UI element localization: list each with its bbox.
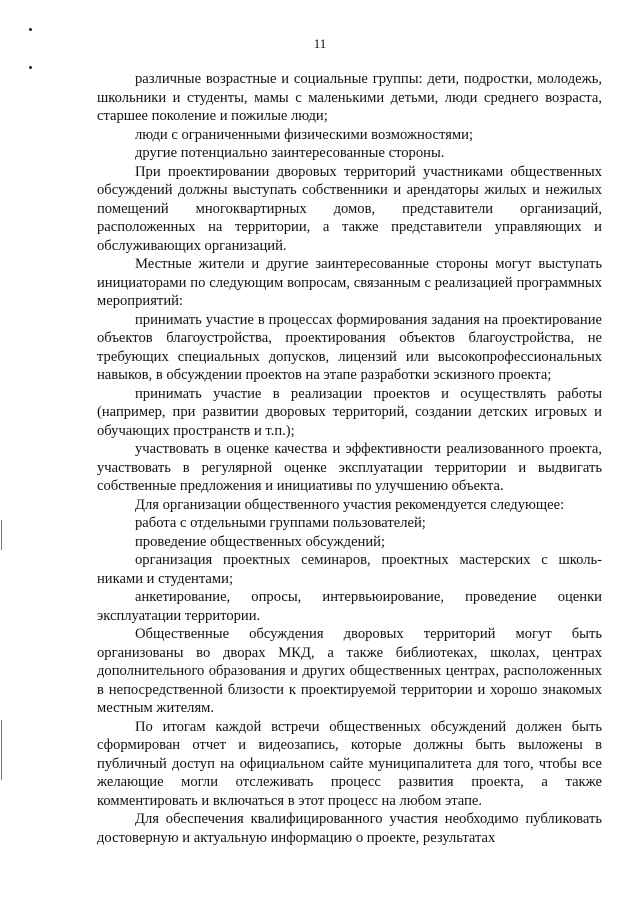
paragraph: Общественные обсуждения дворовых территорий могут быть организованы во дворах МКД, а также библиотеках, школах, центрах дополнительного образования и других общественных центрах, расположенных в непосредственной близости к проектируемой территории и хорошо знакомых местным жителям. bbox=[97, 626, 602, 716]
paragraph: При проектировании дворовых территорий участниками общественных обсуждений должны выступать собственники и арендаторы жилых и нежилых помещений многоквартирных домов, представители организаций, расположенных на территории, а также представители управляющих и обслуживающих организаций. bbox=[97, 163, 602, 254]
body-text bbox=[97, 70, 602, 847]
paragraph: Местные жители и другие заинтересованные стороны могут выступать инициаторами по следующим вопросам, связанным с реализацией программных мероприятий: bbox=[97, 256, 602, 309]
paragraph: Для организации общественного участия рекомендуется следующее: bbox=[135, 496, 565, 513]
paragraph: проведение общественных обсуждений; bbox=[135, 533, 386, 550]
paragraph: анкетирование, опросы, интервьюирование, проведение оценки эксплуатации территории. bbox=[97, 589, 602, 624]
scan-dot-mark bbox=[29, 28, 32, 31]
paragraph: принимать участие в реализации проектов и осуществлять работы (например, при развитии дворовых территорий, создании детских игровых и обучающих пространств и т.п.); bbox=[97, 385, 602, 439]
paragraph: организация проектных семинаров, проектных мастерских с школь-никами и студентами; bbox=[97, 552, 602, 587]
paragraph: Для обеспечения квалифицированного участия необходимо публиковать достоверную и актуальную информацию о проекте, результатах bbox=[97, 811, 602, 846]
paragraph: люди с ограниченными физическими возможностями; bbox=[135, 126, 474, 143]
scan-edge-mark bbox=[1, 520, 2, 550]
paragraph: другие потенциально заинтересованные стороны. bbox=[135, 145, 445, 161]
scan-dot-mark bbox=[29, 66, 32, 69]
paragraph: По итогам каждой встречи общественных обсуждений должен быть сформирован отчет и видеозапись, которые должны быть выложены в публичный доступ на официальном сайте муниципалитета для того, чтобы все желающие могли отслеживать процесс развития проекта, а также комментировать и включаться в этот процесс на любом этапе. bbox=[97, 718, 602, 809]
scan-edge-mark bbox=[1, 720, 2, 780]
paragraph: работа с отдельными группами пользователей; bbox=[135, 515, 426, 531]
paragraph: участвовать в оценке качества и эффективности реализованного проекта, участвовать в регулярной оценке эксплуатации территории и выдвигать собственные предложения и инициативы по улучшению объекта. bbox=[97, 441, 602, 494]
page-number: 11 bbox=[313, 36, 327, 51]
paragraph: различные возрастные и социальные группы: дети, подростки, молодежь, школьники и студенты, мамы с маленькими детьми, люди среднего возраста, старшее поколение и пожилые люди; bbox=[97, 71, 602, 124]
paragraph: принимать участие в процессах формирования задания на проектирование объектов благоустройства, проектирования объектов благоустройства, не требующих специальных допусков, лицензий или высокопрофессиональных навыков, в обсуждении проектов на этапе разработки эскизного проекта; bbox=[97, 311, 602, 383]
